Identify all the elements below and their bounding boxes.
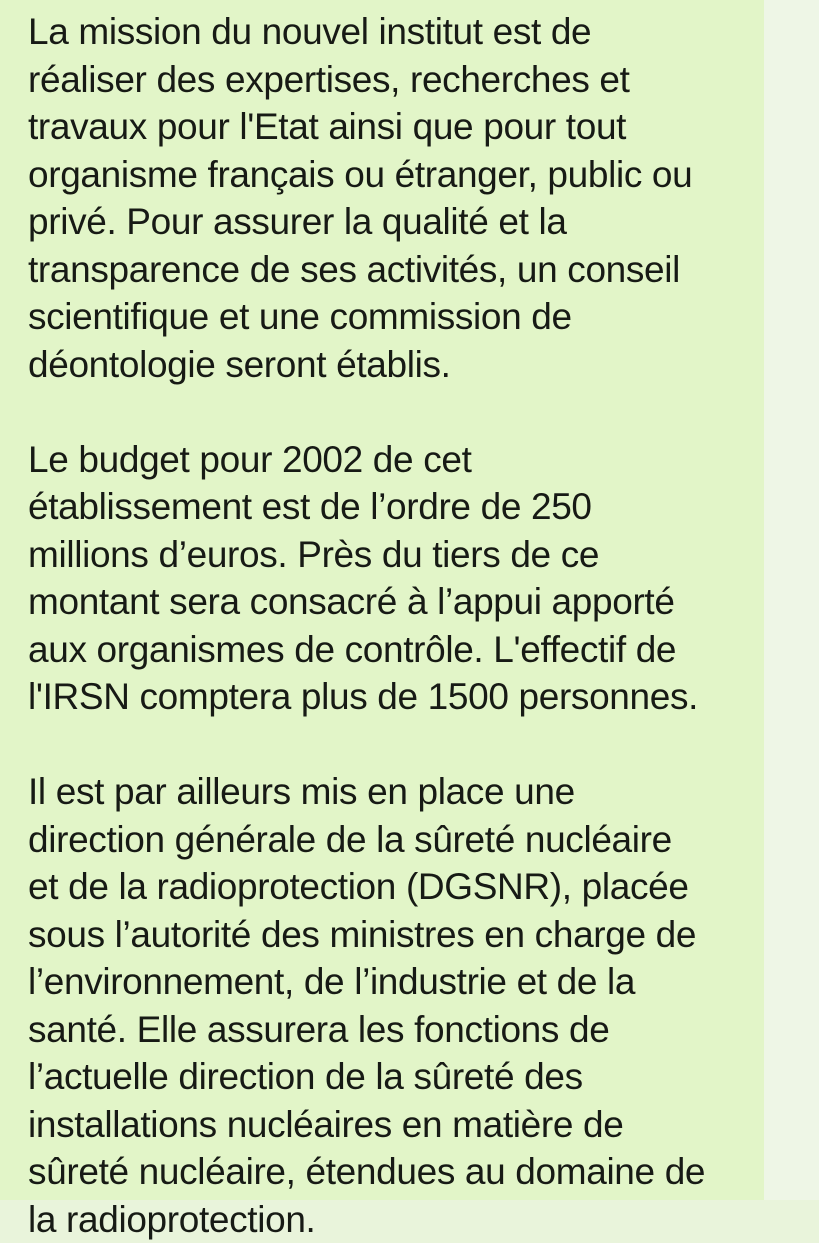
text-line: réaliser des expertises, recherches et	[28, 56, 753, 104]
text-line: millions d’euros. Près du tiers de ce	[28, 531, 753, 579]
text-line: aux organismes de contrôle. L'effectif de	[28, 626, 753, 674]
text-line: privé. Pour assurer la qualité et la	[28, 198, 753, 246]
text-line: organisme français ou étranger, public ou	[28, 151, 753, 199]
chat-background-strip	[764, 0, 819, 1200]
text-line: sous l’autorité des ministres en charge de	[28, 911, 753, 959]
text-line: travaux pour l'Etat ainsi que pour tout	[28, 103, 753, 151]
paragraph-dgsnr	[28, 768, 753, 1243]
text-line: et de la radioprotection (DGSNR), placée	[28, 863, 753, 911]
text-line: direction générale de la sûreté nucléaire	[28, 816, 753, 864]
text-line: montant sera consacré à l’appui apporté	[28, 578, 753, 626]
text-line: l'IRSN comptera plus de 1500 personnes.	[28, 673, 753, 721]
text-line: santé. Elle assurera les fonctions de	[28, 1006, 753, 1054]
text-line: Le budget pour 2002 de cet	[28, 436, 753, 484]
paragraph-mission	[28, 8, 753, 388]
text-line: La mission du nouvel institut est de	[28, 8, 753, 56]
text-line: établissement est de l’ordre de 250	[28, 483, 753, 531]
text-line: Il est par ailleurs mis en place une	[28, 768, 753, 816]
text-line: transparence de ses activités, un conseil	[28, 246, 753, 294]
message-text	[28, 8, 753, 1243]
paragraph-budget	[28, 436, 753, 721]
text-line: l’environnement, de l’industrie et de la	[28, 958, 753, 1006]
text-line: la radioprotection.	[28, 1196, 753, 1243]
text-line: scientifique et une commission de	[28, 293, 753, 341]
text-line: déontologie seront établis.	[28, 341, 753, 389]
text-line: sûreté nucléaire, étendues au domaine de	[28, 1148, 753, 1196]
text-line: installations nucléaires en matière de	[28, 1101, 753, 1149]
text-line: l’actuelle direction de la sûreté des	[28, 1053, 753, 1101]
